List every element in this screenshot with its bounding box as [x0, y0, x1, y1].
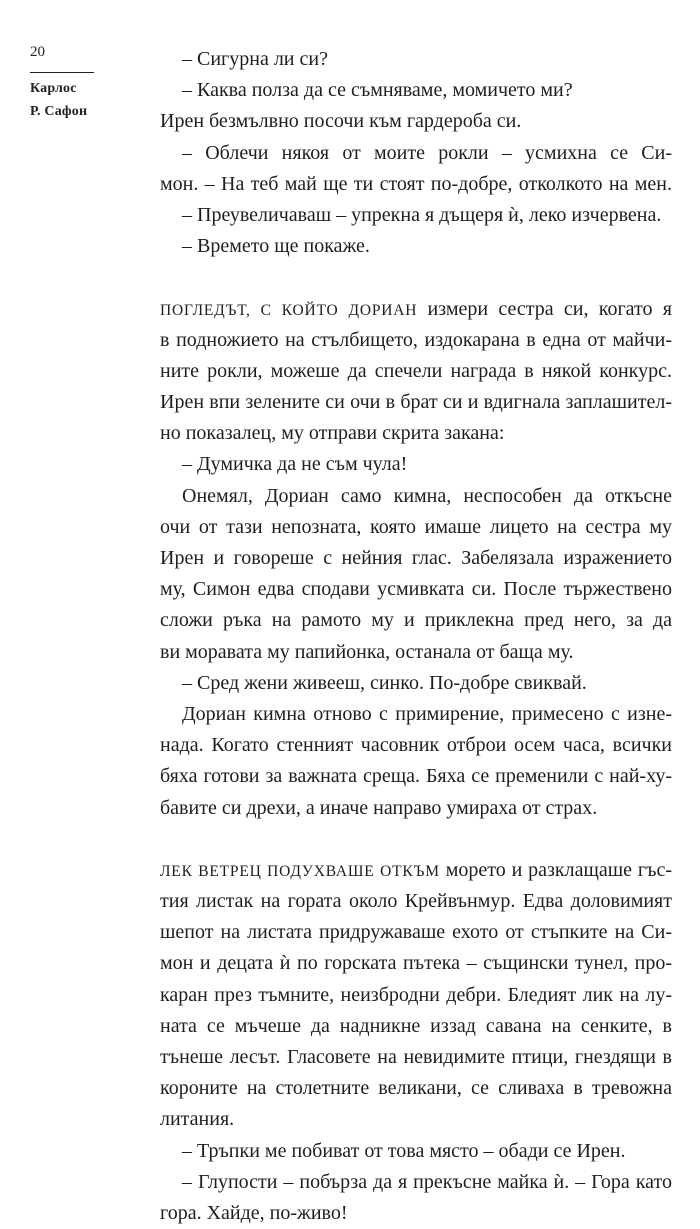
lead-line-rest: морето и разклащаше гъс- — [439, 858, 672, 881]
text-line: мон и децата ѝ по горската пътека – същински тунел, про- — [160, 952, 672, 975]
text-line: короните на столетните великани, се сливаха в тревожна — [160, 1077, 672, 1100]
text-line: – Преувеличаваш – упрекна я дъщеря ѝ, леко изчервена. — [182, 203, 662, 226]
section-break — [160, 824, 672, 855]
section-break — [160, 262, 672, 293]
text-line: бавите си дрехи, а иначе направо умираха от страх. — [160, 796, 598, 819]
text-line: – Каква полза да се съмняваме, момичето ми? — [182, 79, 573, 102]
text-line: бяха готови за важната среща. Бяха се пременили с най-ху- — [160, 765, 672, 788]
paragraph-forest — [160, 855, 672, 1229]
text-line: – Времето ще покаже. — [182, 235, 370, 258]
text-line: Онемял, Дориан само кимна, неспособен да откъсне — [182, 484, 672, 507]
text-line: ната се мъчеше да надникне иззад савана на сенките, в — [160, 1014, 672, 1037]
lead-in-small-caps: ЛЕК ВЕТРЕЦ ПОДУХВАШЕ ОТКЪМ — [160, 862, 440, 880]
text-line: – Сигурна ли си? — [182, 48, 328, 70]
text-line: очи от тази непозната, която имаше лицето на сестра му — [160, 515, 672, 538]
text-line: – Думичка да не съм чула! — [182, 453, 408, 476]
author-last-name: Р. Сафон — [30, 104, 88, 119]
text-line: каран през тъмните, неизбродни дебри. Бледият лик на лу- — [160, 983, 672, 1006]
text-line: в подножието на стълбището, издокарана в една от майчи- — [160, 328, 672, 351]
text-line — [160, 294, 672, 325]
text-line: но показалец, му отправи скрита закана: — [160, 422, 505, 445]
author-first-name: Карлос — [30, 81, 77, 96]
text-line: ните рокли, можеше да спечели награда в някой конкурс. — [160, 359, 672, 382]
text-line: Ирен и говореше с нейния глас. Забелязала изражението — [160, 547, 672, 569]
text-line: Ирен впи зелените си очи в брат си и вдигнала заплашител- — [160, 391, 672, 414]
text-line: ви моравата му папийонка, останала от баща му. — [160, 640, 574, 663]
text-line: сложи ръка на рамото му и приклекна пред него, за да — [160, 609, 672, 632]
text-line: – Глупости – побърза да я прекъсне майка ѝ. – Гора като — [182, 1170, 672, 1193]
text-line: тънеше лесът. Гласовете на невидимите птици, гнездящи в — [160, 1046, 672, 1068]
text-line: – Тръпки ме побиват от това място – обади се Ирен. — [182, 1139, 626, 1162]
paragraph-dorian — [160, 294, 672, 824]
text-line: гора. Хайде, по-живо! — [160, 1201, 348, 1224]
text-line: – Облечи някоя от моите рокли – усмихна се Си- — [182, 141, 672, 164]
text-line: тия листак на гората около Крейвънмур. Едва доловимият — [160, 890, 672, 913]
page-number: 20 — [30, 44, 45, 60]
text-line: Дориан кимна отново с примирение, примесено с изне- — [182, 702, 672, 725]
header-divider — [30, 72, 94, 73]
text-line: шепот на листата придружаваше ехото от стъпките на Си- — [160, 921, 672, 944]
text-line: – Сред жени живееш, синко. По-добре свиквай. — [182, 671, 587, 694]
body-text — [160, 44, 672, 1229]
text-line: Ирен безмълвно посочи към гардероба си. — [160, 110, 522, 133]
text-line — [160, 855, 672, 886]
text-line: му, Симон едва сподави усмивката си. После тържествено — [160, 578, 672, 601]
text-line: нада. Когато стенният часовник отброи осем часа, всички — [160, 734, 672, 757]
running-header-author — [30, 77, 110, 123]
dialogue-block — [160, 44, 672, 262]
lead-in-small-caps: ПОГЛЕДЪТ, С КОЙТО ДОРИАН — [160, 301, 418, 319]
text-line: мон. – На теб май ще ти стоят по-добре, отколкото на мен. — [160, 172, 672, 195]
lead-line-rest: измери сестра си, когато я — [427, 297, 672, 320]
text-line: литания. — [160, 1108, 235, 1131]
